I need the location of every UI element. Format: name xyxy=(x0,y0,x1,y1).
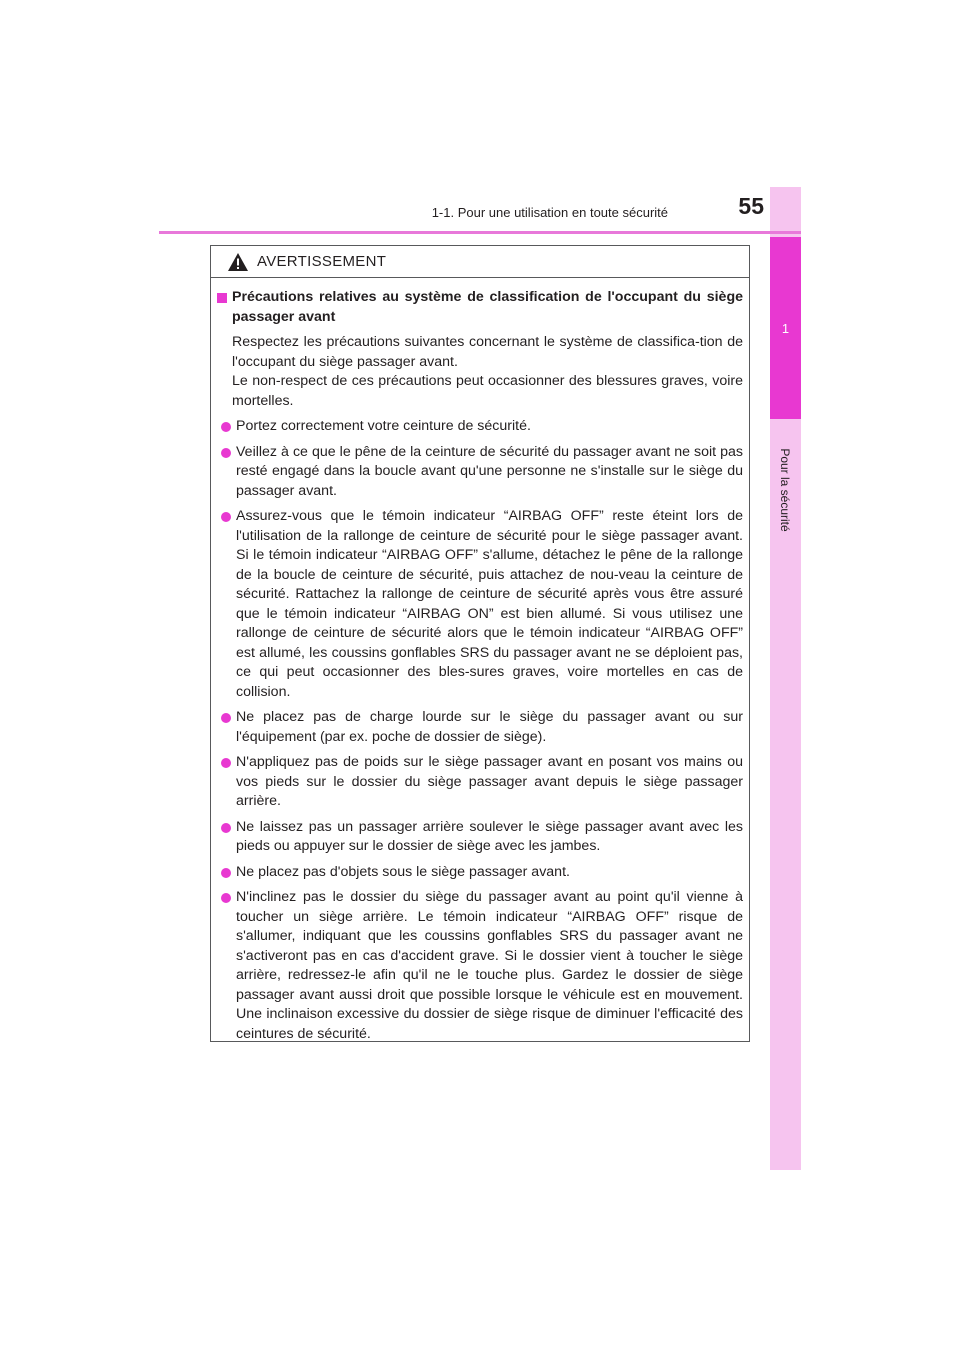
circle-bullet-icon xyxy=(221,823,231,833)
square-bullet-icon xyxy=(217,293,227,303)
circle-bullet-icon xyxy=(221,448,231,458)
list-item xyxy=(217,753,743,812)
list-item xyxy=(217,863,743,883)
circle-bullet-icon xyxy=(221,893,231,903)
header-divider xyxy=(159,231,801,234)
list-item-text: Assurez-vous que le témoin indicateur “AIRBAG OFF” reste éteint lors de l'utilisation de la rallonge de ceinture de sécurité pour le siège passager avant. Si le témoin indicateur “AIRBAG OFF” s'allume, détachez le pêne de la rallonge de la boucle de ceinture de sécurité, puis attachez de nou-veau la ceinture de sécurité. Rattachez la rallonge de ceinture de sécurité après vous être assuré que le témoin indicateur “AIRBAG ON” est bien allumé. Si vous utilisez une rallonge de ceinture de sécurité alors que le témoin indicateur “AIRBAG OFF” est allumé, les coussins gonflables SRS du passager avant ne se déploient pas, ce qui peut occasionner des bles-sures graves, voire mortelles en cas de collision. xyxy=(236,508,743,700)
circle-bullet-icon xyxy=(221,512,231,522)
list-item xyxy=(217,417,743,437)
list-item-text: N'appliquez pas de poids sur le siège passager avant en posant vos mains ou vos pieds sur le dossier du siège passager avant depuis le siège passager arrière. xyxy=(236,754,743,809)
list-item xyxy=(217,507,743,702)
warning-section-title: Précautions relatives au système de classification de l'occupant du siège passager avant xyxy=(232,289,743,325)
list-item-text: Ne laissez pas un passager arrière soulever le siège passager avant avec les pieds ou appuyer sur le dossier de siège avec les jambes. xyxy=(236,818,743,854)
page-number: 55 xyxy=(738,193,764,219)
warning-header xyxy=(211,246,749,278)
list-item-text: Veillez à ce que le pêne de la ceinture de sécurité du passager avant ne soit pas resté engagé dans la boucle avant qu'une personne ne s'installe sur le siège du passager avant. xyxy=(236,443,743,499)
warning-box xyxy=(210,245,750,1042)
list-item xyxy=(217,818,743,857)
warning-section-heading xyxy=(217,288,743,327)
precaution-list xyxy=(217,417,743,1044)
circle-bullet-icon xyxy=(221,713,231,723)
intro-line: Respectez les précautions suivantes concernant le système de classifica-tion de l'occupant du siège passager avant. xyxy=(232,334,743,370)
list-item xyxy=(217,443,743,502)
list-item-text: Ne placez pas d'objets sous le siège passager avant. xyxy=(236,863,570,880)
intro-line: Le non-respect de ces précautions peut occasionner des blessures graves, voire mortelles. xyxy=(232,373,743,409)
section-title: 1-1. Pour une utilisation en toute sécurité xyxy=(431,205,668,220)
warning-intro xyxy=(217,333,743,411)
circle-bullet-icon xyxy=(221,868,231,878)
list-item-text: N'inclinez pas le dossier du siège du passager avant au point qu'il vienne à toucher un siège arrière. Le témoin indicateur “AIRBAG OFF” risque de s'allumer, indiquant que les coussins gonflables SRS du passager avant ne s'activeront pas en cas d'accident grave. Si le dossier vient à toucher le siège arrière, redressez-le afin qu'il ne le touche plus. Gardez le dossier de siège passager avant aussi droit que possible lorsque le véhicule est en mouvement. Une inclinaison excessive du dossier de siège risque de diminuer l'efficacité des ceintures de sécurité. xyxy=(236,889,743,1042)
warning-body xyxy=(211,278,749,1044)
list-item-text: Ne placez pas de charge lourde sur le siège du passager avant ou sur l'équipement (par ex. poche de dossier de siège). xyxy=(236,709,743,745)
chapter-number: 1 xyxy=(770,237,801,419)
warning-title: AVERTISSEMENT xyxy=(257,253,387,270)
warning-triangle-icon xyxy=(227,252,249,272)
circle-bullet-icon xyxy=(221,758,231,768)
circle-bullet-icon xyxy=(221,422,231,432)
list-item xyxy=(217,708,743,747)
list-item-text: Portez correctement votre ceinture de sécurité. xyxy=(236,418,531,434)
chapter-label-text: Pour la sécurité xyxy=(778,448,792,532)
list-item xyxy=(217,888,743,1044)
